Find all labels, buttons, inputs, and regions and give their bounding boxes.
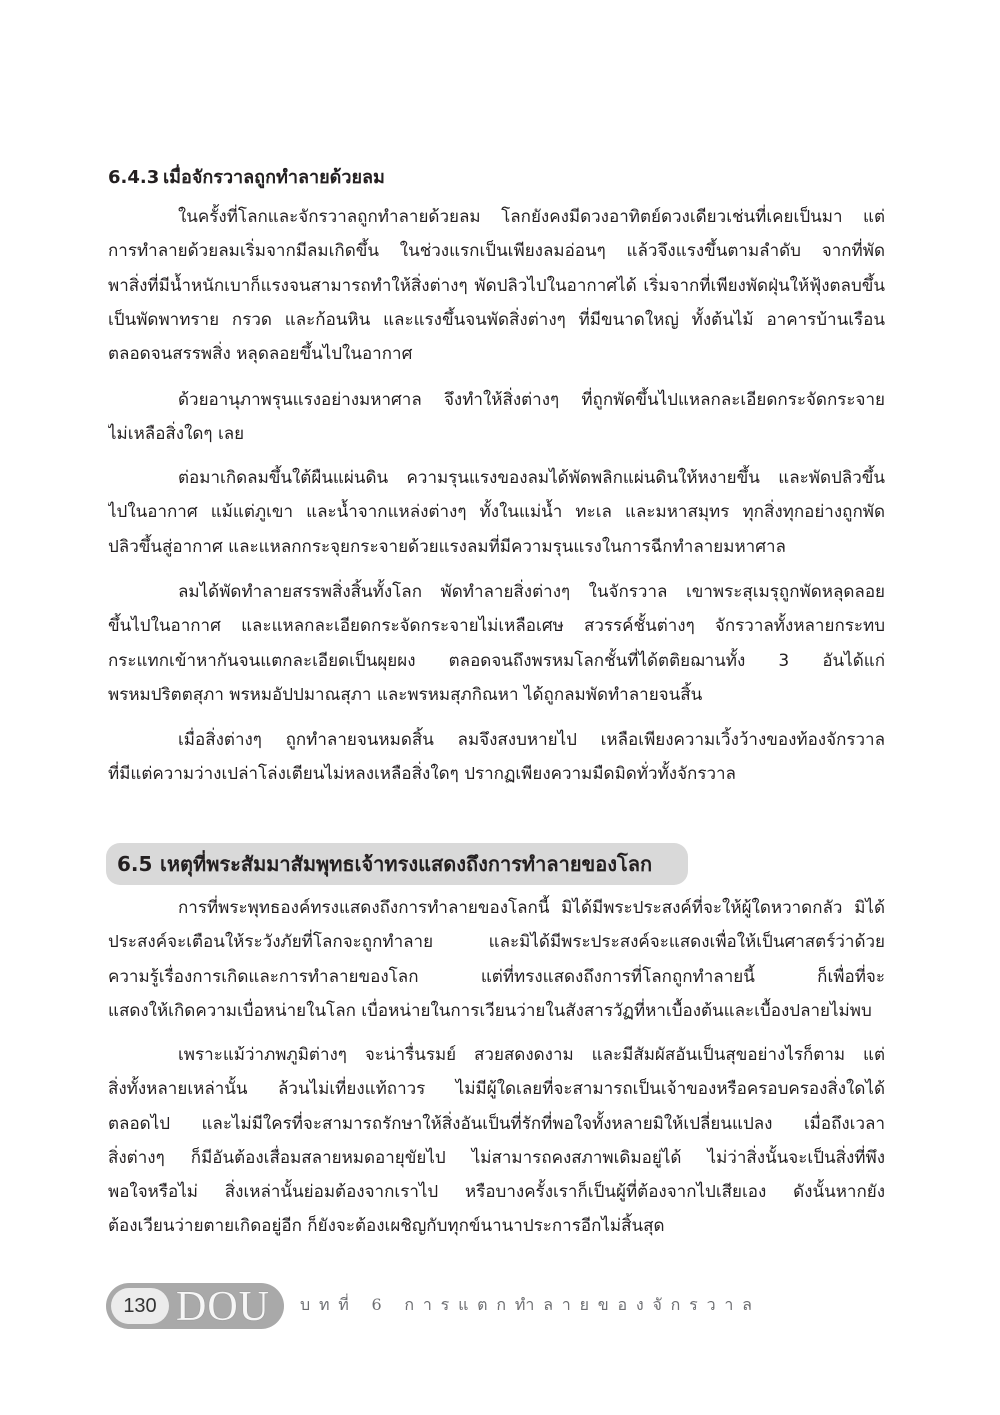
paragraph-line: เพราะแม้ว่าภพภูมิต่างๆ จะน่ารื่นรมย์ สวยสดงดงาม และมีสัมผัสอันเป็นสุขอย่างไรก็ตาม แต่ bbox=[178, 1045, 885, 1065]
paragraph-line: พาสิ่งที่มีน้ำหนักเบาก็แรงจนสามารถทำให้สิ่งต่างๆ พัดปลิวไปในอากาศได้ เริ่มจากที่เพียงพัดฝุ่นให้ฟุ้งตลบขึ้น bbox=[108, 275, 885, 296]
paragraph-line: ที่มีแต่ความว่างเปล่าโล่งเตียนไม่หลงเหลือสิ่งใดๆ ปรากฏเพียงความมืดมิดทั่วทั้งจักรวาล bbox=[108, 764, 736, 785]
section-title: เหตุที่พระสัมมาสัมพุทธเจ้าทรงแสดงถึงการทำลายของโลก bbox=[160, 852, 653, 876]
section-heading-6-5 bbox=[106, 843, 688, 885]
paragraph-line: ตลอดจนสรรพสิ่ง หลุดลอยขึ้นไปในอากาศ bbox=[108, 344, 413, 365]
paragraph-line: ด้วยอานุภาพรุนแรงอย่างมหาศาล จึงทำให้สิ่งต่างๆ ที่ถูกพัดขึ้นไปแหลกละเอียดกระจัดกระจาย bbox=[178, 390, 885, 410]
dou-logo: DOU bbox=[176, 1284, 270, 1330]
section-number: 6.4.3 bbox=[108, 167, 160, 188]
chapter-title: บทที่ 6 การแตกทำลายของจักรวาล bbox=[300, 1295, 761, 1314]
paragraph-line: ขึ้นไปในอากาศ และแหลกละเอียดกระจัดกระจายไม่เหลือเศษ สวรรค์ชั้นต่างๆ จักรวาลทั้งหลายกระทบ bbox=[108, 616, 885, 637]
section-title: เมื่อจักรวาลถูกทำลายด้วยลม bbox=[163, 167, 385, 188]
paragraph bbox=[108, 1038, 885, 1244]
footer-badge bbox=[106, 1283, 284, 1329]
paragraph-line: ตลอดไป และไม่มีใครที่จะสามารถรักษาให้สิ่งอันเป็นที่รักที่พอใจทั้งหลายมิให้เปลี่ยนแปลง เมื่อถึงเวลา bbox=[108, 1113, 885, 1134]
paragraph-line: ลมได้พัดทำลายสรรพสิ่งสิ้นทั้งโลก พัดทำลายสิ่งต่างๆ ในจักรวาล เขาพระสุเมรุถูกพัดหลุดลอย bbox=[178, 582, 885, 602]
paragraph-line: การที่พระพุทธองค์ทรงแสดงถึงการทำลายของโลกนี้ มิได้มีพระประสงค์ที่จะให้ผู้ใดหวาดกลัว มิได้ bbox=[178, 898, 885, 918]
section-heading-6-4-3 bbox=[108, 161, 385, 195]
paragraph bbox=[108, 723, 885, 792]
paragraph-line: ความรู้เรื่องการเกิดและการทำลายของโลก แต่ที่ทรงแสดงถึงการที่โลกถูกทำลายนี้ ก็เพื่อที่จะ bbox=[108, 966, 885, 987]
paragraph-line: พรหมปริตตสุภา พรหมอัปปมาณสุภา และพรหมสุภกิณหา ได้ถูกลมพัดทำลายจนสิ้น bbox=[108, 684, 703, 705]
paragraph bbox=[108, 461, 885, 564]
paragraph-line: ไม่เหลือสิ่งใดๆ เลย bbox=[108, 424, 245, 445]
paragraph bbox=[108, 383, 885, 452]
paragraph-line: พอใจหรือไม่ สิ่งเหล่านั้นย่อมต้องจากเราไป หรือบางครั้งเราก็เป็นผู้ที่ต้องจากไปเสียเอง ดังนั้นหากยัง bbox=[108, 1182, 885, 1203]
paragraph-line: เป็นพัดพาทราย กรวด และก้อนหิน และแรงขึ้นจนพัดสิ่งต่างๆ ที่มีขนาดใหญ่ ทั้งต้นไม้ อาคารบ้านเรือน bbox=[108, 309, 885, 330]
section-number: 6.5 bbox=[117, 852, 153, 876]
paragraph-line: ปลิวขึ้นสู่อากาศ และแหลกกระจุยกระจายด้วยแรงลมที่มีความรุนแรงในการฉีกทำลายมหาศาล bbox=[108, 536, 786, 557]
paragraph-line: สิ่งทั้งหลายเหล่านั้น ล้วนไม่เที่ยงแท้ถาวร ไม่มีผู้ใดเลยที่จะสามารถเป็นเจ้าของหรือครอบครองสิ่งใดได้ bbox=[108, 1079, 885, 1100]
page-number: 130 bbox=[111, 1288, 169, 1324]
paragraph-line: สิ่งต่างๆ ก็มีอันต้องเสื่อมสลายหมดอายุขัยไป ไม่สามารถคงสภาพเดิมอยู่ได้ ไม่ว่าสิ่งนั้นจะเป็นสิ่งที่พึง bbox=[108, 1147, 885, 1168]
paragraph-line: เมื่อสิ่งต่างๆ ถูกทำลายจนหมดสิ้น ลมจึงสงบหายไป เหลือเพียงความเวิ้งว้างของท้องจักรวาล bbox=[178, 730, 885, 750]
paragraph bbox=[108, 200, 885, 371]
paragraph-line: ต้องเวียนว่ายตายเกิดอยู่อีก ก็ยังจะต้องเผชิญกับทุกข์นานาประการอีกไม่สิ้นสุด bbox=[108, 1216, 665, 1237]
paragraph bbox=[108, 891, 885, 1028]
paragraph-line: แสดงให้เกิดความเบื่อหน่ายในโลก เบื่อหน่ายในการเวียนว่ายในสังสารวัฏที่หาเบื้องต้นและเบื้องปลายไม่พบ bbox=[108, 1000, 872, 1021]
paragraph-line: การทำลายด้วยลมเริ่มจากมีลมเกิดขึ้น ในช่วงแรกเป็นเพียงลมอ่อนๆ แล้วจึงแรงขึ้นตามลำดับ จากที่พัด bbox=[108, 241, 885, 262]
paragraph-line: ต่อมาเกิดลมขึ้นใต้ผืนแผ่นดิน ความรุนแรงของลมได้พัดพลิกแผ่นดินให้หงายขึ้น และพัดปลิวขึ้น bbox=[178, 468, 885, 488]
paragraph-line: ประสงค์จะเตือนให้ระวังภัยที่โลกจะถูกทำลาย และมิได้มีพระประสงค์จะแสดงเพื่อให้เป็นศาสตร์ว่าด้วย bbox=[108, 932, 885, 953]
paragraph-line: ในครั้งที่โลกและจักรวาลถูกทำลายด้วยลม โลกยังคงมีดวงอาทิตย์ดวงเดียวเช่นที่เคยเป็นมา แต่ bbox=[178, 207, 885, 227]
paragraph-line: ไปในอากาศ แม้แต่ภูเขา และน้ำจากแหล่งต่างๆ ทั้งในแม่น้ำ ทะเล และมหาสมุทร ทุกสิ่งทุกอย่างถูกพัด bbox=[108, 502, 885, 523]
paragraph-line: กระแทกเข้าหากันจนแตกละเอียดเป็นผุยผง ตลอดจนถึงพรหมโลกชั้นที่ได้ตติยฌานทั้ง 3 อันได้แก่ bbox=[108, 650, 885, 671]
paragraph bbox=[108, 575, 885, 712]
